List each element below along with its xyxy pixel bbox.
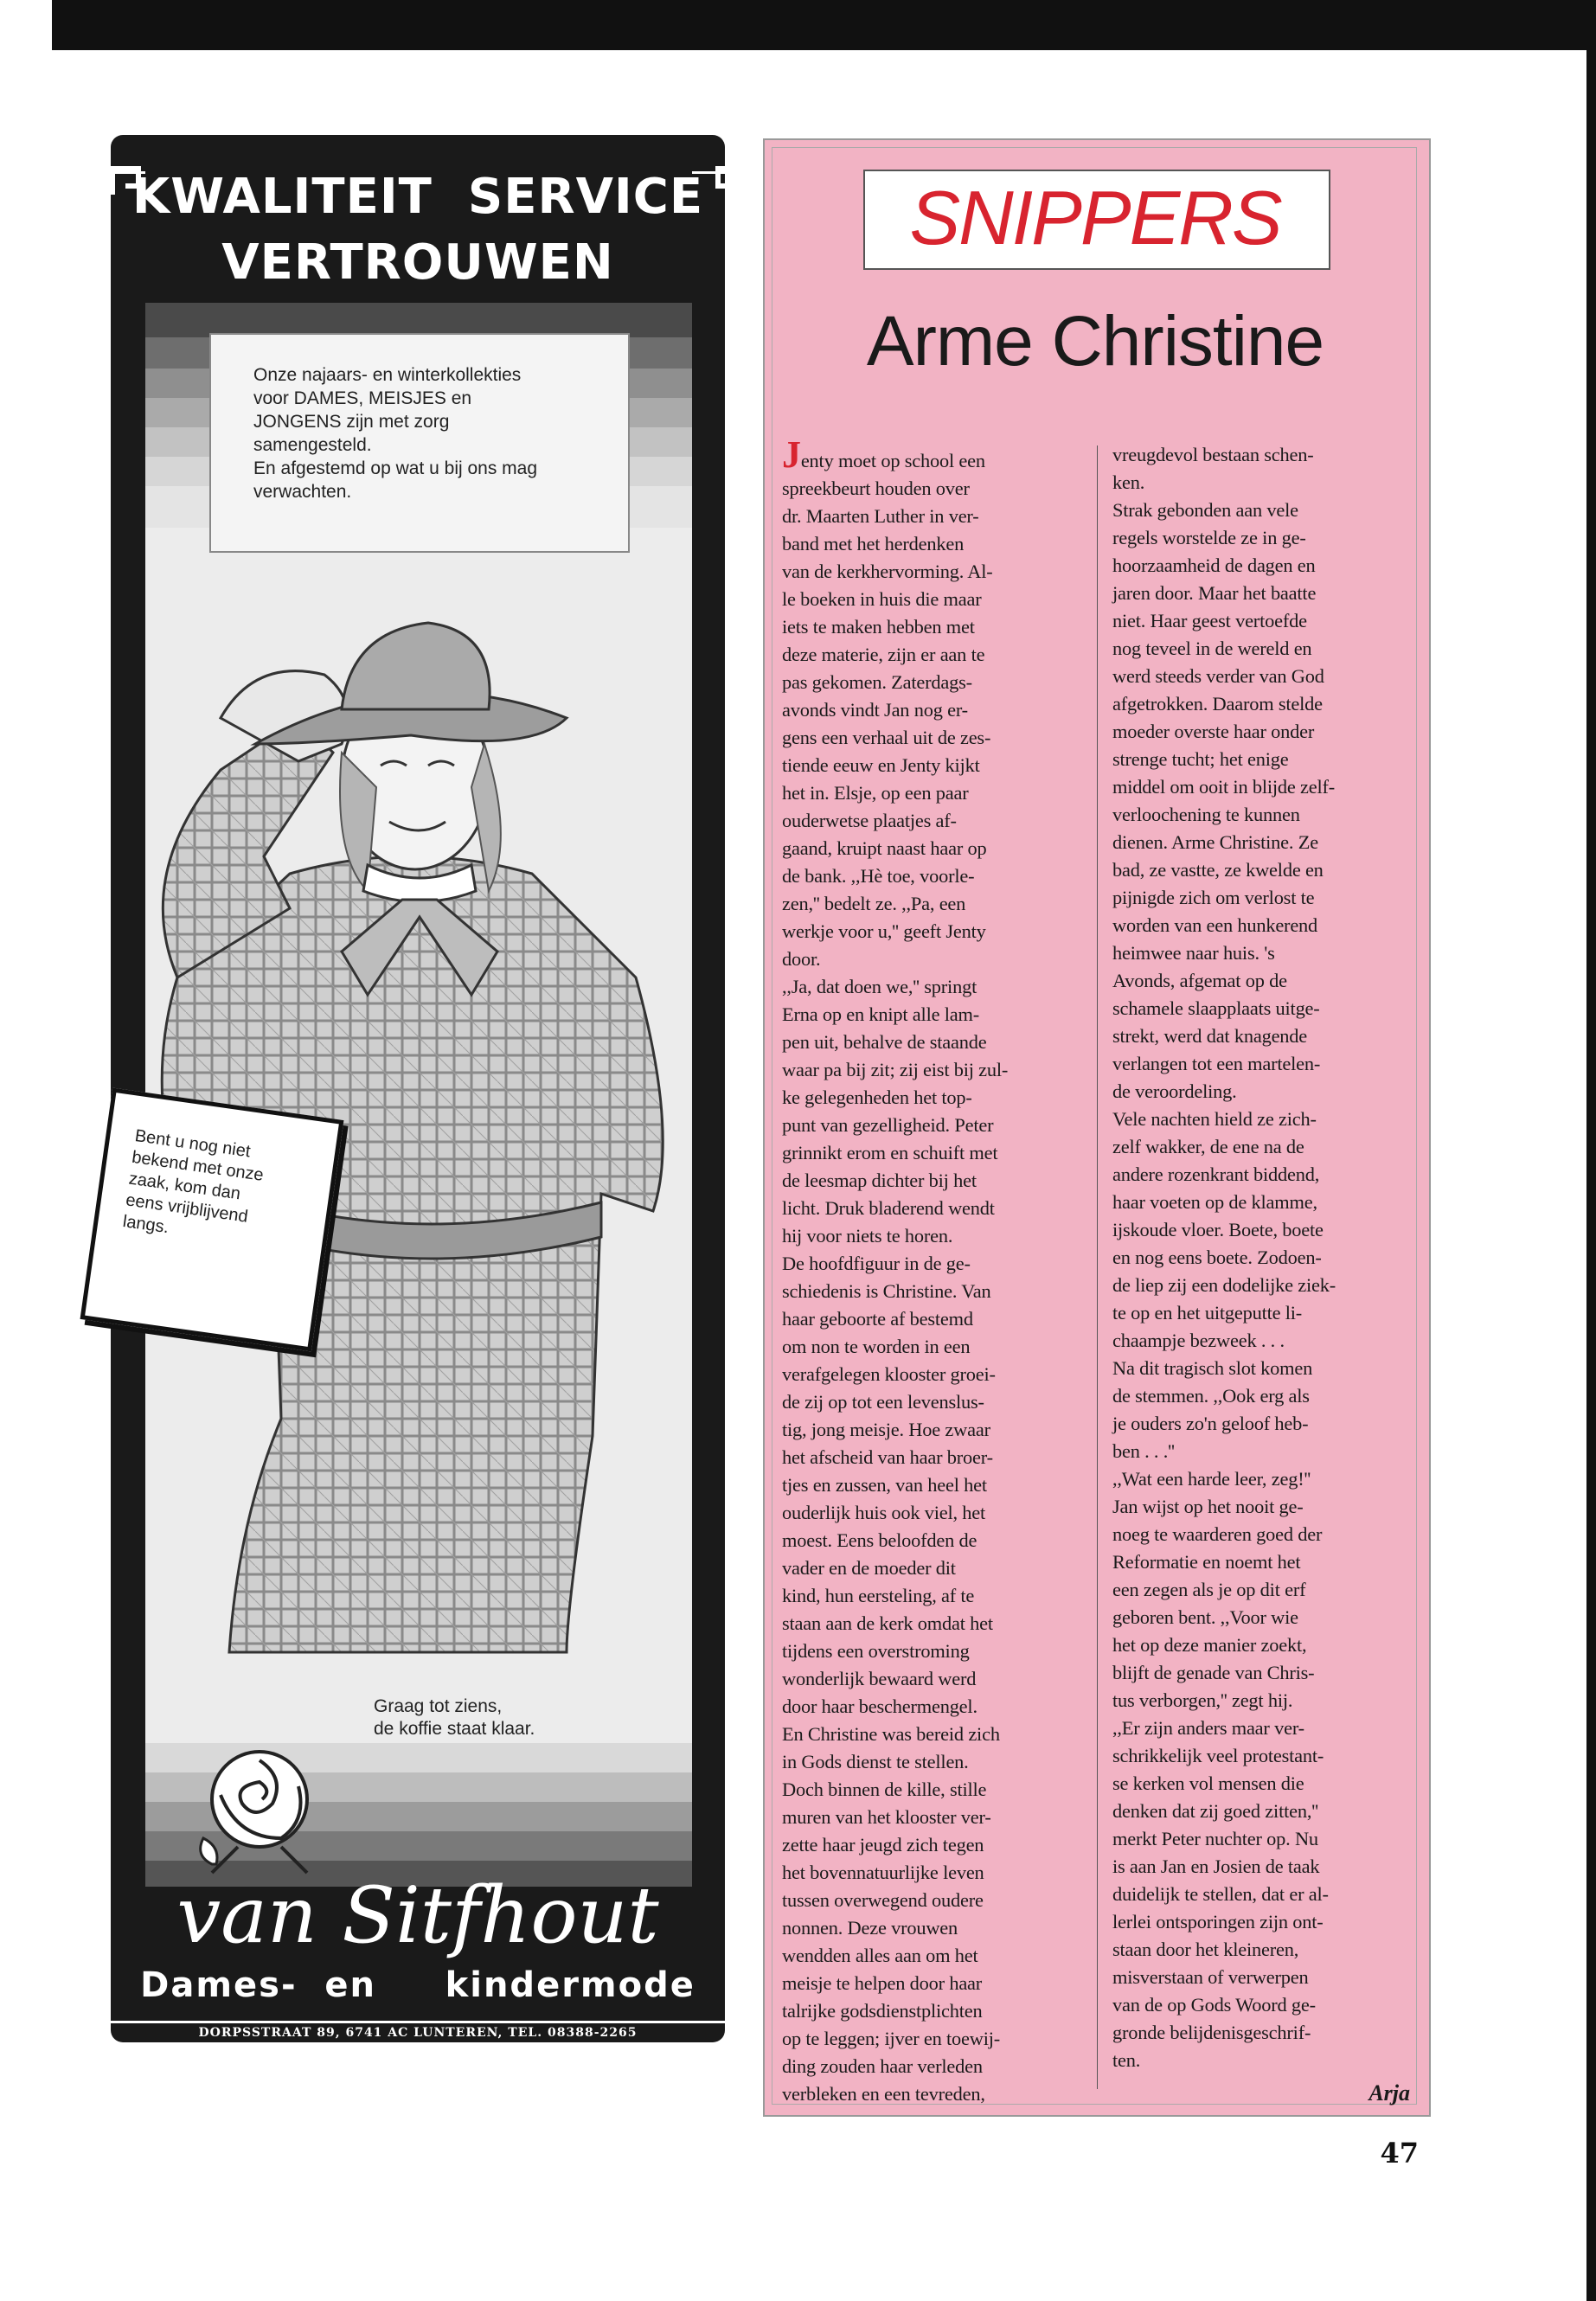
column-divider [1097,445,1098,2089]
article-column-1 [782,433,1080,2108]
scan-border-top [52,0,1596,50]
ad-farewell-text: Graag tot ziens, de koffie staat klaar. [374,1696,535,1739]
article-column-1-text: enty moet op school een spreekbeurt houden over dr. Maarten Luther in ver- band met het herdenken van de kerkhervorming. Al- le boeken in huis die maar iets te maken hebben met deze materie, zijn er aan te pas gekomen. Zaterdags- avonds vindt Jan nog er- gens een verhaal uit de zes- tiende eeuw en Jenty kijkt het in. Elsje, op een paar ouderwetse plaatjes af- gaand, kruipt naast haar op de bank. ,,Hè toe, voorle- zen,'' bedelt ze. ,,Pa, een werkje voor u,'' geeft Jenty door. ,,Ja, dat doen we,'' springt Erna op en knipt alle lam- pen uit, behalve de staande waar pa bij zit; zij eist bij zul- ke gelegenheden het top- punt van gezelligheid. Peter grinnikt erom en schuift met de leesmap dichter bij het licht. Druk bladerend wendt hij voor niets te horen. De hoofdfiguur in de ge- schiedenis is Christine. Van haar geboorte af bestemd om non te worden in een verafgelegen klooster groei- de zij op tot een levenslus- tig, jong meisje. Hoe zwaar het afscheid van haar broer- tjes en zussen, van heel het ouderlijk huis ook viel, het moest. Eens beloofden de vader en de moeder dit kind, hun eersteling, af te staan aan de kerk omdat het tijdens een overstroming wonderlijk bewaard werd door haar beschermengel. En Christine was bereid zich in Gods dienst te stellen. Doch binnen de kille, stille muren van het klooster ver- zette haar jeugd zich tegen het bovennatuurlijke leven tussen overwegend oudere nonnen. Deze vrouwen wendden alles aan om het meisje te helpen door haar talrijke godsdienstplichten op te leggen; ijver en toewij- ding zouden haar verleden verbleken en een tevreden, [782,450,1009,2105]
drop-cap: J [782,433,801,476]
article-signature: Arja [1368,2080,1410,2106]
rose-icon [186,1734,333,1881]
greek-key-ornament-top [104,151,761,203]
ad-brand-subtitle: Dames- en kindermode [140,1965,695,2005]
ad-headline-line-2: VERTROUWEN [221,234,614,291]
article-title: Arme Christine [866,302,1324,381]
scan-border-right [1586,0,1596,2301]
article-column-2: vreugdevol bestaan schen- ken. Strak gebonden aan vele regels worstelde ze in ge- hoorzaamheid de dagen en jaren door. Maar het baatte niet. Haar geest vertoefde nog teveel in de wereld en werd steeds verder van God afgetrokken. Daarom stelde moeder overste haar onder strenge tucht; het enige middel om ooit in blijde zelf- verloochening te kunnen dienen. Arme Christine. Ze bad, ze vastte, ze kwelde en pijnigde zich om verlost te worden van een hunkerend heimwee naar huis. 's Avonds, afgemat op de schamele slaapplaats uitge- strekt, werd dat knagende verlangen tot een martelen- de veroordeling. Vele nachten hield ze zich- zelf wakker, de ene na de andere rozenkrant biddend, haar voeten op de klamme, ijskoude vloer. Boete, boete en nog eens boete. Zodoen- de liep zij een dodelijke ziek- te op en het uitgeputte li- chaampje bezweek . . . Na dit tragisch slot komen de stemmen. ,,Ook erg als je ouders zo'n geloof heb- ben . . .'' ,,Wat een harde leer, zeg!'' Jan wijst op het nooit ge- noeg te waarderen goed der Reformatie en noemt het een zegen als je op dit erf geboren bent. ,,Voor wie het op deze manier zoekt, blijft de genade van Chris- tus verborgen,'' zegt hij. ,,Er zijn anders maar ver- schrikkelijk veel protestant- se kerken vol mensen die denken dat zij goed zitten,'' merkt Peter nuchter op. Nu is aan Jan en Josien de taak duidelijk te stellen, dat er al- lerlei ontsporingen zijn ont- staan door het kleineren, misverstaan of verwerpen van de op Gods Woord ge- gronde belijdenisgeschrif- ten. [1112,444,1336,2071]
ad-brand-logo: van Sitfhout [176,1870,659,1961]
ad-intro-text: Onze najaars- en winterkollekties voor DAMES, MEISJES en JONGENS zijn met zorg samengesteld. En afgestemd op wat u bij ons mag verwachten. [253,365,538,502]
ad-stripe [145,303,692,337]
ad-headline-line-1: KWALITEIT SERVICE [131,169,704,225]
page-number: 47 [1380,2137,1419,2170]
article-kicker: SNIPPERS [909,175,1281,260]
ad-callout-text: Bent u nog niet bekend met onze zaak, kom dan eens vrijblijvend langs. [121,1125,266,1238]
ad-address: DORPSSTRAAT 89, 6741 AC LUNTEREN, TEL. 08388-2265 [198,2026,638,2040]
ad-opening-hours: maandagmorgen gesloten, vrijdag koopavond [285,2045,551,2057]
